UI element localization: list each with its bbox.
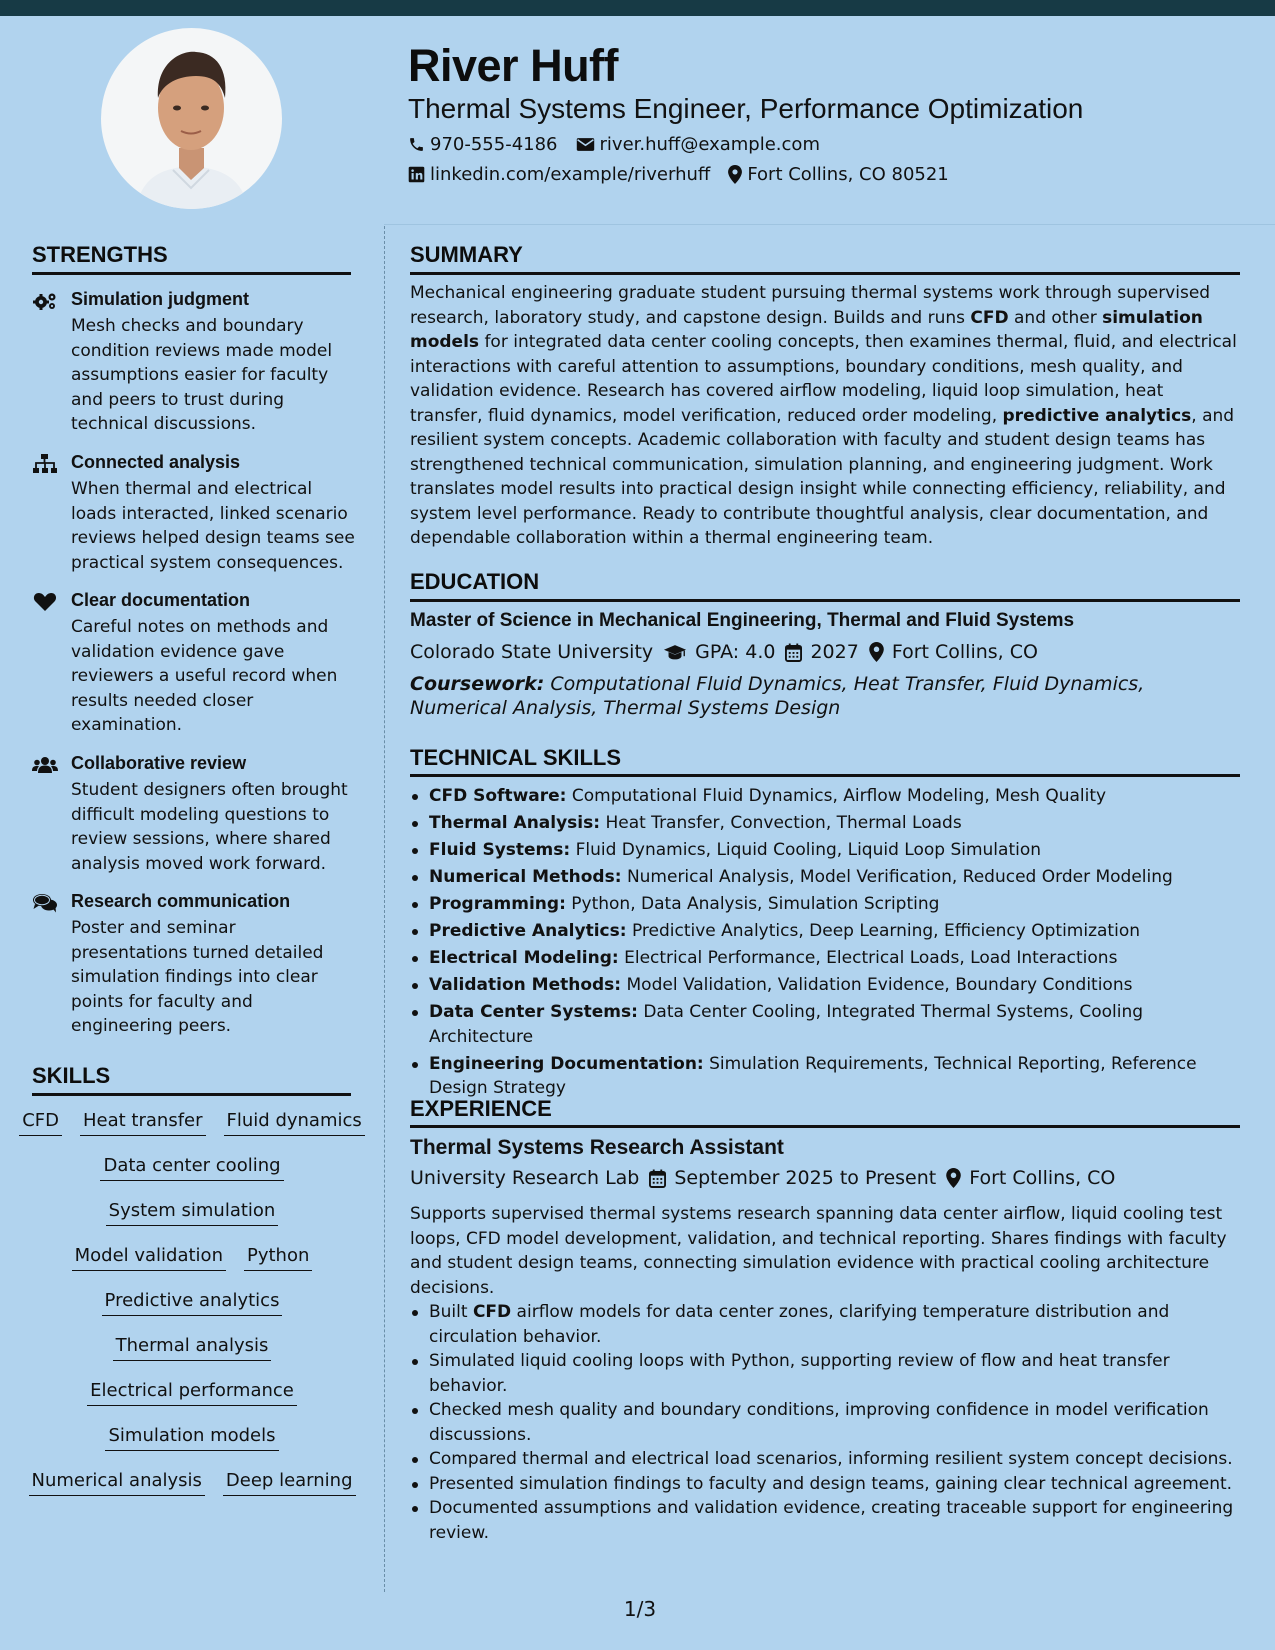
technical-skill-item [410, 892, 1240, 917]
map-pin-icon [946, 1168, 961, 1188]
map-pin-icon [728, 165, 742, 184]
strength-description: Careful notes on methods and validation evidence gave reviewers a useful record when results needed closer examination. [71, 617, 338, 735]
skill-values: Predictive Analytics, Deep Learning, Efficiency Optimization [631, 921, 1140, 941]
job-dates: September 2025 to Present [674, 1167, 937, 1189]
skill-category: Data Center Systems: [429, 1002, 638, 1022]
gpa-text: GPA: 4.0 [695, 641, 776, 663]
education-heading: EDUCATION [410, 569, 540, 594]
skill-row [32, 1155, 352, 1200]
column-divider [384, 226, 385, 1592]
experience-bullet [410, 1472, 1240, 1497]
bullet-text: Presented simulation findings to faculty and design teams, gaining clear technical agreement. [429, 1473, 1233, 1494]
phone-item[interactable] [408, 134, 558, 155]
summary-segment: and other [1008, 307, 1103, 328]
experience-meta [410, 1167, 1125, 1189]
profile-photo [101, 28, 282, 209]
technical-skill-item [410, 1000, 1240, 1049]
degree-title: Master of Science in Mechanical Engineering, Thermal and Fluid Systems [410, 610, 1075, 631]
education-meta [410, 641, 1048, 663]
email-address: river.huff@example.com [599, 134, 820, 155]
skill-row [32, 1200, 352, 1245]
summary-keyword: predictive analytics [1002, 405, 1192, 426]
technical-skill-item [410, 865, 1240, 890]
summary-keyword: simulation models [410, 307, 1203, 352]
page-number: 1/3 [623, 1597, 657, 1621]
location-text: Fort Collins, CO 80521 [747, 164, 949, 185]
heart-icon [32, 592, 58, 612]
summary-heading: SUMMARY [410, 242, 523, 267]
skill-tag: Model validation [72, 1245, 226, 1271]
skill-category: Predictive Analytics: [429, 921, 627, 941]
map-pin-icon [869, 642, 884, 662]
job-location-item [946, 1167, 1115, 1189]
location-item [728, 164, 948, 185]
skill-category: Engineering Documentation: [429, 1053, 704, 1074]
sitemap-icon [32, 454, 58, 474]
technical-skill-item [410, 811, 1240, 836]
skill-row [32, 1425, 352, 1470]
email-item[interactable] [576, 134, 820, 155]
summary-segment: for integrated data center cooling concepts, then examines thermal, fluid, and electrical interactions with careful attention to assumptions, boundary conditions, mesh quality, and validation evidence. Research has covered airflow modeling, liquid loop simulation, heat transfer, fluid dynamics, model verification, reduced order modeling, [410, 332, 1237, 426]
skill-row [32, 1470, 352, 1515]
employer-name: University Research Lab [410, 1167, 640, 1189]
skill-category: CFD Software: [429, 786, 567, 806]
year-item [785, 641, 858, 663]
experience-bullets [410, 1300, 1240, 1545]
dates-item [649, 1167, 936, 1189]
skill-category: Validation Methods: [429, 975, 622, 995]
strength-title: Research communication [71, 891, 291, 911]
summary-segment: Mechanical engineering graduate student pursuing thermal systems work through supervised research, laboratory study, and capstone design. Builds and runs [410, 283, 1211, 328]
skill-tag: CFD [19, 1110, 62, 1136]
skill-tag: Python [244, 1245, 312, 1271]
experience-bullet [410, 1398, 1240, 1447]
strength-title: Connected analysis [71, 452, 241, 472]
experience-bullet [410, 1447, 1240, 1472]
skill-category: Numerical Methods: [429, 867, 622, 887]
bullet-text: Compared thermal and electrical load scenarios, informing resilient system concept decisions. [429, 1449, 1233, 1469]
strength-description: When thermal and electrical loads interacted, linked scenario reviews helped design teams see practical system consequences. [71, 479, 355, 573]
school-text: Colorado State University [410, 641, 654, 663]
summary-keyword: CFD [970, 307, 1009, 328]
job-location: Fort Collins, CO [969, 1167, 1116, 1189]
contact-row-1 [408, 134, 838, 155]
experience-bullet [410, 1349, 1240, 1398]
graduation-cap-icon [663, 644, 687, 661]
skill-tag: Deep learning [223, 1470, 356, 1496]
skill-tag: System simulation [106, 1200, 279, 1226]
skill-row [22, 1110, 362, 1155]
skill-tag: Data center cooling [100, 1155, 283, 1181]
comments-icon [32, 893, 58, 913]
year-text: 2027 [810, 641, 859, 663]
linkedin-url: linkedin.com/example/riverhuff [430, 164, 711, 185]
technical-skill-item [410, 784, 1240, 809]
strengths-rule [32, 272, 351, 275]
experience-summary: Supports supervised thermal systems research spanning data center airflow, liquid cooling test loops, CFD model development, validation, and technical reporting. Shares findings with faculty and student design teams, connecting simulation evidence with practical cooling architecture decisions. [410, 1204, 1227, 1298]
skill-values: Simulation Requirements, Technical Reporting, Reference Design Strategy [429, 1053, 1197, 1098]
strength-description: Poster and seminar presentations turned detailed simulation findings into clear points for faculty and engineering peers. [71, 918, 324, 1036]
skill-tag: Electrical performance [87, 1380, 297, 1406]
education-location-text: Fort Collins, CO [891, 641, 1038, 663]
skill-tag: Predictive analytics [102, 1290, 283, 1316]
contact-row-2 [408, 164, 967, 185]
skill-values: Fluid Dynamics, Liquid Cooling, Liquid Loop Simulation [575, 840, 1042, 860]
coursework-list: Computational Fluid Dynamics, Heat Transfer, Fluid Dynamics, Numerical Analysis, Thermal Systems Design [410, 673, 1145, 719]
skill-row [32, 1335, 352, 1380]
strength-title: Clear documentation [71, 590, 251, 610]
bullet-keyword: CFD [472, 1302, 512, 1322]
school-name [410, 641, 653, 663]
strength-description: Mesh checks and boundary condition reviews made model assumptions easier for faculty and peers to trust during technical discussions. [71, 316, 333, 434]
candidate-title: Thermal Systems Engineer, Performance Optimization [408, 93, 1084, 124]
linkedin-item[interactable] [408, 164, 710, 185]
coursework-label: Coursework: [410, 673, 545, 695]
summary-segment: , and resilient system concepts. Academic collaboration with faculty and student design teams has strengthened technical communication, simulation planning, and engineering judgment. Work translates model results into practical design insight while connecting efficiency, reliability, and system level performance. Ready to contribute thoughtful analysis, clear documentation, and dependable collaboration within a thermal engineering team. [410, 405, 1235, 548]
top-accent-bar [0, 0, 1275, 16]
skill-tag: Thermal analysis [113, 1335, 272, 1361]
strength-title: Collaborative review [71, 753, 247, 773]
education-location-item [869, 641, 1038, 663]
experience-heading: EXPERIENCE [410, 1096, 552, 1121]
skill-values: Model Validation, Validation Evidence, Boundary Conditions [626, 975, 1133, 995]
skill-values: Electrical Performance, Electrical Loads, Load Interactions [624, 948, 1118, 968]
skill-tag: Numerical analysis [29, 1470, 205, 1496]
skill-row [32, 1290, 352, 1335]
header-divider [384, 224, 1275, 225]
technical-skill-item [410, 838, 1240, 863]
technical-skill-item [410, 1052, 1240, 1101]
bullet-text: airflow models for data center zones, clarifying temperature distribution and circulation behavior. [429, 1302, 1170, 1347]
skill-category: Thermal Analysis: [429, 813, 601, 833]
summary-rule [410, 272, 1240, 275]
skill-row [32, 1380, 352, 1425]
strength-description: Student designers often brought difficult modeling questions to review sessions, where shared analysis moved work forward. [71, 780, 348, 874]
summary-text [410, 281, 1240, 551]
experience-rule [410, 1125, 1240, 1128]
experience-bullet [410, 1300, 1240, 1349]
calendar-icon [785, 643, 802, 662]
technical-skill-item [410, 946, 1240, 971]
phone-icon [408, 136, 425, 153]
strengths-heading: STRENGTHS [32, 242, 168, 267]
bullet-text: Documented assumptions and validation evidence, creating traceable support for engineering review. [429, 1498, 1234, 1543]
skill-tag: Fluid dynamics [224, 1110, 365, 1136]
skill-category: Electrical Modeling: [429, 948, 619, 968]
candidate-name: River Huff [408, 40, 619, 91]
bullet-text: Checked mesh quality and boundary conditions, improving confidence in model verification discussions. [429, 1400, 1209, 1445]
strength-title: Simulation judgment [71, 289, 249, 309]
gears-icon [32, 291, 58, 311]
technical-skill-item [410, 919, 1240, 944]
technical-skills-heading: TECHNICAL SKILLS [410, 745, 622, 770]
bullet-text: Simulated liquid cooling loops with Python, supporting review of flow and heat transfer behavior. [429, 1351, 1170, 1396]
coursework [410, 672, 1220, 720]
skill-row [32, 1245, 352, 1290]
skills-rule [32, 1093, 351, 1096]
skill-values: Heat Transfer, Convection, Thermal Loads [605, 813, 962, 833]
linkedin-icon [408, 166, 425, 183]
technical-skill-item [410, 973, 1240, 998]
job-title: Thermal Systems Research Assistant [410, 1136, 784, 1159]
skill-tag: Simulation models [105, 1425, 278, 1451]
skill-values: Python, Data Analysis, Simulation Scripting [571, 894, 940, 914]
skill-values: Data Center Cooling, Integrated Thermal Systems, Cooling Architecture [429, 1002, 1144, 1047]
technical-skills-rule [410, 774, 1240, 777]
users-icon [32, 755, 58, 775]
phone-number: 970-555-4186 [430, 134, 558, 155]
skills-heading: SKILLS [32, 1063, 111, 1088]
skills-tag-cloud [22, 1110, 362, 1515]
technical-skills-list [410, 784, 1240, 1103]
education-rule [410, 599, 1240, 602]
skill-category: Programming: [429, 894, 566, 914]
skill-values: Computational Fluid Dynamics, Airflow Modeling, Mesh Quality [571, 786, 1107, 806]
envelope-icon [576, 137, 595, 152]
skill-tag: Heat transfer [80, 1110, 206, 1136]
skill-values: Numerical Analysis, Model Verification, Reduced Order Modeling [626, 867, 1173, 887]
employer-item [410, 1167, 639, 1189]
skill-category: Fluid Systems: [429, 840, 571, 860]
experience-bullet [410, 1496, 1240, 1545]
gpa-item [663, 641, 775, 663]
calendar-icon [649, 1169, 666, 1188]
bullet-text: Built [429, 1302, 473, 1322]
